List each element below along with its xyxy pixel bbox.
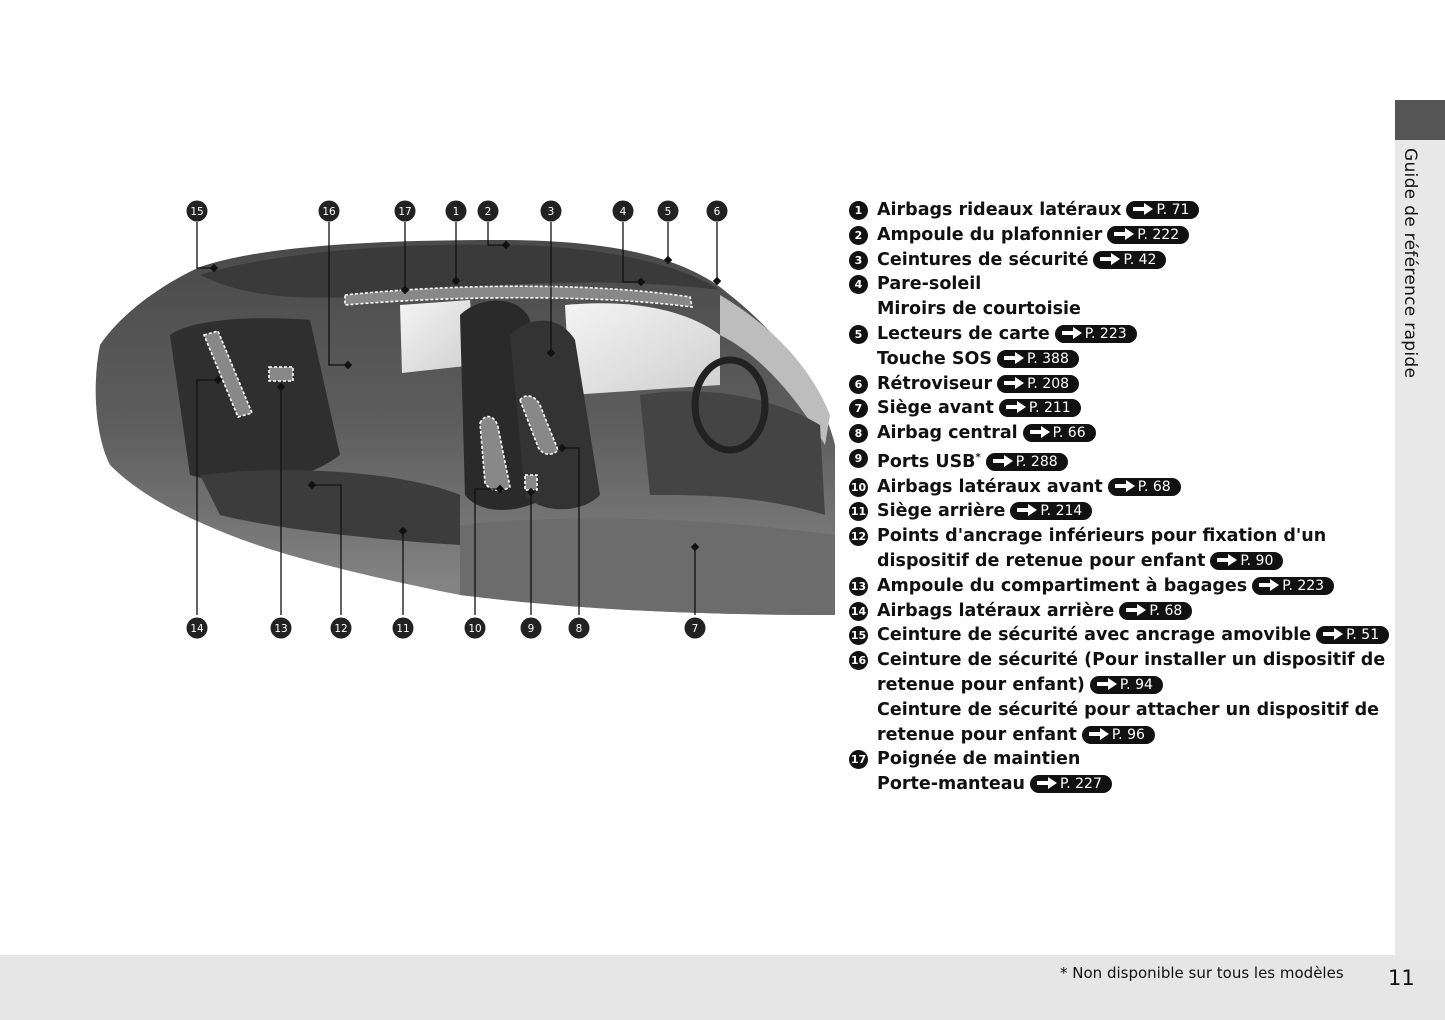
svg-text:17: 17 [398, 206, 412, 218]
arrow-right-icon [1115, 484, 1126, 488]
legend-list [849, 198, 1389, 797]
arrow-head-icon [1048, 777, 1057, 789]
legend-item [849, 747, 1389, 772]
callout-16 [319, 201, 340, 222]
page-reference-link[interactable] [1107, 226, 1189, 244]
arrow-right-icon [1097, 682, 1108, 686]
legend-number-badge: 17 [849, 750, 868, 769]
legend-label: Miroirs de courtoisie [877, 299, 1081, 320]
svg-text:13: 13 [274, 623, 288, 635]
page-reference-text: P. 227 [1059, 776, 1102, 793]
arrow-right-icon [1217, 558, 1228, 562]
arrow-right-icon [1089, 732, 1100, 736]
callout-10 [465, 618, 486, 639]
rear-seatback [170, 318, 340, 483]
arrow-head-icon [1108, 678, 1117, 690]
legend-number-badge: 2 [849, 226, 868, 245]
arrow-head-icon [1004, 455, 1013, 467]
page-number: 11 [1388, 966, 1415, 990]
legend-item [849, 673, 1389, 698]
legend-label: Siège arrière [877, 501, 1006, 522]
legend-label: Rétroviseur [877, 373, 993, 394]
legend-number-badge: 5 [849, 325, 868, 344]
callout-13 [271, 618, 292, 639]
legend-item [849, 421, 1389, 446]
legend-number-badge: 13 [849, 577, 868, 596]
page-reference-text: P. 208 [1027, 375, 1070, 392]
page-reference-link[interactable] [1119, 602, 1192, 620]
callout-8 [569, 618, 590, 639]
legend-label: Ceinture de sécurité pour attacher un dispositif de [877, 699, 1380, 720]
callout-6 [707, 201, 728, 222]
svg-text:10: 10 [468, 623, 482, 635]
legend-number-badge: 6 [849, 375, 868, 394]
legend-number-badge: 14 [849, 602, 868, 621]
legend-item [849, 772, 1389, 797]
arrow-head-icon [1041, 426, 1050, 438]
legend-label: Touche SOS [877, 348, 992, 369]
page-reference-link[interactable] [1210, 552, 1283, 570]
legend-label: Airbags rideaux latéraux [877, 200, 1122, 220]
arrow-head-icon [1015, 377, 1024, 389]
leader-15 [197, 222, 214, 268]
page-reference-link[interactable] [1082, 726, 1155, 744]
arrow-right-icon [1126, 608, 1137, 612]
arrow-right-icon [1062, 331, 1073, 335]
svg-text:16: 16 [322, 206, 336, 218]
page-reference-text: P. 214 [1040, 503, 1083, 520]
page-reference-text: P. 96 [1111, 726, 1145, 743]
legend-item [849, 297, 1389, 322]
page-reference-link[interactable] [1108, 478, 1181, 496]
legend-number-badge: 7 [849, 399, 868, 418]
arrow-right-icon [1114, 232, 1125, 236]
page-reference-text: P. 94 [1119, 676, 1153, 693]
arrow-right-icon [1259, 583, 1270, 587]
legend-item [849, 574, 1389, 599]
legend-item [849, 698, 1389, 723]
svg-text:5: 5 [664, 206, 672, 218]
page-reference-text: P. 68 [1137, 478, 1171, 495]
legend-item [849, 599, 1389, 624]
callout-2 [478, 201, 499, 222]
svg-text:7: 7 [691, 623, 699, 635]
section-tab-label: Guide de référence rapide [1400, 148, 1420, 379]
callout-11 [393, 618, 414, 639]
callout-1 [446, 201, 467, 222]
footnote: * Non disponible sur tous les modèles [1060, 964, 1344, 982]
callout-4 [613, 201, 634, 222]
legend-number-badge: 8 [849, 424, 868, 443]
page-reference-text: P. 211 [1028, 400, 1071, 417]
callout-3 [541, 201, 562, 222]
legend-label: Poignée de maintien [877, 749, 1081, 770]
callout-5 [658, 201, 679, 222]
page-reference-link[interactable] [986, 453, 1068, 471]
legend-label: Pare-soleil [877, 274, 982, 295]
page-reference-link[interactable] [1023, 424, 1096, 442]
legend-label: retenue pour enfant [877, 724, 1077, 745]
page-reference-link[interactable] [1252, 577, 1334, 595]
page-reference-link[interactable] [1030, 775, 1112, 793]
page-reference-text: P. 68 [1149, 602, 1183, 619]
legend-label: Airbag central [877, 423, 1018, 444]
arrow-head-icon [1125, 228, 1134, 240]
legend-number-badge: 3 [849, 251, 868, 270]
legend-item [849, 446, 1389, 475]
callout-17 [395, 201, 416, 222]
svg-text:15: 15 [190, 206, 204, 218]
arrow-head-icon [1144, 203, 1153, 215]
page-reference-link[interactable] [997, 375, 1079, 393]
arrow-right-icon [1004, 356, 1015, 360]
legend-item [849, 372, 1389, 397]
legend-item [849, 396, 1389, 421]
svg-text:9: 9 [527, 623, 535, 635]
arrow-head-icon [1100, 728, 1109, 740]
page-reference-text: P. 223 [1282, 577, 1325, 594]
car-interior-illustration [80, 195, 850, 650]
legend-number-badge: 11 [849, 502, 868, 521]
section-tab-marker [1395, 100, 1445, 140]
svg-text:2: 2 [484, 206, 492, 218]
page-reference-text: P. 388 [1026, 350, 1069, 367]
page-reference-link[interactable] [1010, 502, 1092, 520]
legend-item [849, 272, 1389, 297]
arrow-head-icon [1017, 401, 1026, 413]
callout-15 [187, 201, 208, 222]
svg-text:1: 1 [452, 206, 460, 218]
legend-item [849, 549, 1389, 574]
legend-number-badge: 4 [849, 275, 868, 294]
cargo-lamp-outline [269, 367, 293, 381]
legend-number-badge: 15 [849, 626, 868, 645]
arrow-right-icon [1004, 381, 1015, 385]
legend-label: dispositif de retenue pour enfant [877, 550, 1206, 571]
legend-label: Siège avant [877, 398, 994, 419]
arrow-right-icon [1133, 207, 1144, 211]
floor [460, 518, 835, 615]
page-reference-link[interactable] [997, 350, 1079, 368]
page-reference-text: P. 90 [1240, 552, 1274, 569]
svg-text:12: 12 [334, 623, 348, 635]
legend-label: Lecteurs de carte [877, 323, 1050, 344]
legend-item [849, 248, 1389, 273]
legend-number-badge: 1 [849, 201, 868, 220]
legend-item [849, 475, 1389, 500]
arrow-right-icon [1006, 405, 1017, 409]
arrow-head-icon [1073, 327, 1082, 339]
arrow-head-icon [1015, 352, 1024, 364]
legend-label: Ports USB [877, 451, 976, 472]
page-reference-text: P. 288 [1015, 453, 1058, 470]
page-reference-link[interactable] [999, 399, 1081, 417]
arrow-head-icon [1028, 504, 1037, 516]
callout-14 [187, 618, 208, 639]
callout-12 [331, 618, 352, 639]
svg-text:14: 14 [190, 623, 204, 635]
page-reference-text: P. 42 [1123, 251, 1157, 268]
legend-label: Ceintures de sécurité [877, 249, 1089, 270]
arrow-right-icon [1037, 781, 1048, 785]
legend-label: retenue pour enfant) [877, 674, 1085, 695]
arrow-head-icon [1228, 554, 1237, 566]
legend-item [849, 347, 1389, 372]
legend-item [849, 723, 1389, 748]
footnote-marker: * [975, 451, 981, 463]
arrow-right-icon [1030, 430, 1041, 434]
legend-item [849, 524, 1389, 549]
legend-number-badge: 9 [849, 449, 868, 468]
legend-label: Airbags latéraux arrière [877, 600, 1115, 621]
legend-number-badge: 16 [849, 651, 868, 670]
legend-label: Ceinture de sécurité (Pour installer un dispositif de [877, 650, 1386, 671]
legend-label: Ampoule du compartiment à bagages [877, 575, 1248, 596]
page-reference-text: P. 51 [1346, 627, 1380, 644]
arrow-head-icon [1111, 253, 1120, 265]
legend-label: Airbags latéraux avant [877, 476, 1103, 497]
legend-label: Ampoule du plafonnier [877, 224, 1103, 245]
arrow-head-icon [1137, 604, 1146, 616]
svg-text:3: 3 [547, 206, 555, 218]
legend-label: Ceinture de sécurité avec ancrage amovible [877, 625, 1312, 646]
page-reference-link[interactable] [1093, 251, 1166, 269]
page-reference-text: P. 223 [1084, 325, 1127, 342]
legend-number-badge: 10 [849, 478, 868, 497]
page-reference-link[interactable] [1090, 676, 1163, 694]
svg-text:8: 8 [575, 623, 583, 635]
page-reference-link[interactable] [1126, 201, 1199, 219]
svg-text:4: 4 [619, 206, 627, 218]
arrow-right-icon [1017, 508, 1028, 512]
svg-text:11: 11 [396, 623, 410, 635]
page-reference-link[interactable] [1316, 626, 1389, 644]
callout-9 [521, 618, 542, 639]
legend-label: Points d'ancrage inférieurs pour fixation d'un [877, 526, 1327, 547]
legend-item [849, 198, 1389, 223]
page-reference-text: P. 71 [1156, 202, 1190, 218]
legend-item [849, 648, 1389, 673]
legend-item [849, 322, 1389, 347]
arrow-right-icon [993, 459, 1004, 463]
usb-ports-outline [525, 475, 537, 490]
legend-item [849, 623, 1389, 648]
arrow-right-icon [1323, 632, 1334, 636]
page-reference-text: P. 66 [1052, 425, 1086, 442]
legend-item [849, 499, 1389, 524]
arrow-head-icon [1270, 579, 1279, 591]
arrow-right-icon [1100, 257, 1111, 261]
legend-label: Porte-manteau [877, 774, 1025, 795]
page-reference-link[interactable] [1055, 325, 1137, 343]
legend-item [849, 223, 1389, 248]
arrow-head-icon [1126, 480, 1135, 492]
legend-number-badge: 12 [849, 527, 868, 546]
page-reference-text: P. 222 [1137, 226, 1180, 243]
callout-7 [685, 618, 706, 639]
arrow-head-icon [1334, 628, 1343, 640]
svg-text:6: 6 [713, 206, 721, 218]
